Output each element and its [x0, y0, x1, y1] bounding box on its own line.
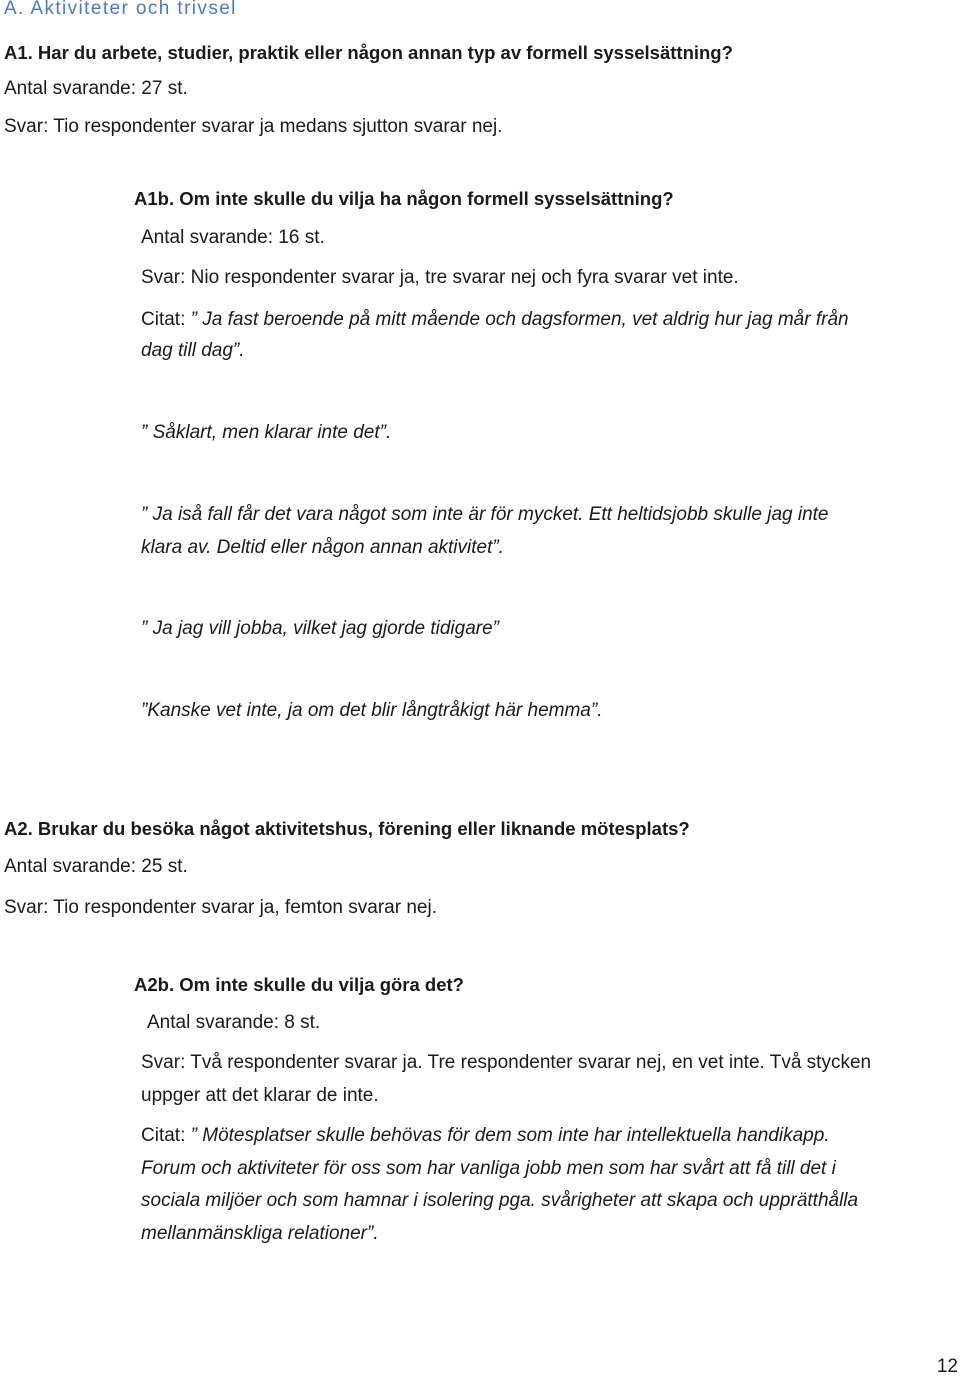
section-title: A. Aktiviteter och trivsel: [4, 0, 237, 19]
question-a1: A1. Har du arbete, studier, praktik eller någon annan typ av formell sysselsättning?: [4, 42, 733, 63]
a1b-quote3-line1: ” Ja iså fall får det vara något som inte är för mycket. Ett heltidsjobb skulle jag inte: [141, 504, 829, 525]
a1b-quote5: ”Kanske vet inte, ja om det blir långtråkigt här hemma”.: [141, 700, 603, 721]
a2-answer: Svar: Tio respondenter svarar ja, femton svarar nej.: [4, 897, 437, 918]
question-a2b: A2b. Om inte skulle du vilja göra det?: [134, 974, 464, 995]
a2b-count: Antal svarande: 8 st.: [147, 1012, 321, 1033]
a2b-answer-line1: Svar: Två respondenter svarar ja. Tre respondenter svarar nej, en vet inte. Två stycken: [141, 1052, 872, 1073]
a2b-quote-line3: sociala miljöer och som hamnar i isolering pga. svårigheter att skapa och upprätthålla: [141, 1190, 859, 1211]
question-a2: A2. Brukar du besöka något aktivitetshus, förening eller liknande mötesplats?: [4, 818, 690, 839]
a2b-citat-line1: [141, 1125, 830, 1147]
a2b-answer-line2: uppger att det klarar de inte.: [141, 1085, 379, 1106]
a1b-quote2: ” Såklart, men klarar inte det”.: [141, 422, 392, 443]
page-number: 12: [936, 1356, 958, 1377]
quote-text: ” Mötesplatser skulle behövas för dem som inte har intellektuella handikapp.: [190, 1125, 830, 1146]
question-a1b: A1b. Om inte skulle du vilja ha någon formell sysselsättning?: [134, 188, 674, 209]
a2b-quote-line4: mellanmänskliga relationer”.: [141, 1223, 379, 1244]
a1b-quote3-line2: klara av. Deltid eller någon annan aktivitet”.: [141, 537, 504, 558]
quote-text: ” Ja fast beroende på mitt mående och dagsformen, vet aldrig hur jag mår från: [190, 309, 849, 330]
citat-label: Citat:: [141, 309, 186, 330]
a1-count: Antal svarande: 27 st.: [4, 78, 188, 99]
a1b-quote1-line2: dag till dag”.: [141, 340, 245, 361]
a2-count: Antal svarande: 25 st.: [4, 856, 188, 877]
a1b-citat-line1: [141, 309, 849, 331]
a1-answer: Svar: Tio respondenter svarar ja medans sjutton svarar nej.: [4, 116, 503, 137]
a2b-quote-line2: Forum och aktiviteter för oss som har vanliga jobb men som har svårt att få till det i: [141, 1158, 836, 1179]
a1b-quote4: ” Ja jag vill jobba, vilket jag gjorde tidigare”: [141, 618, 500, 639]
a1b-count: Antal svarande: 16 st.: [141, 227, 325, 248]
a1b-answer: Svar: Nio respondenter svarar ja, tre svarar nej och fyra svarar vet inte.: [141, 267, 739, 288]
citat-label: Citat:: [141, 1125, 186, 1146]
